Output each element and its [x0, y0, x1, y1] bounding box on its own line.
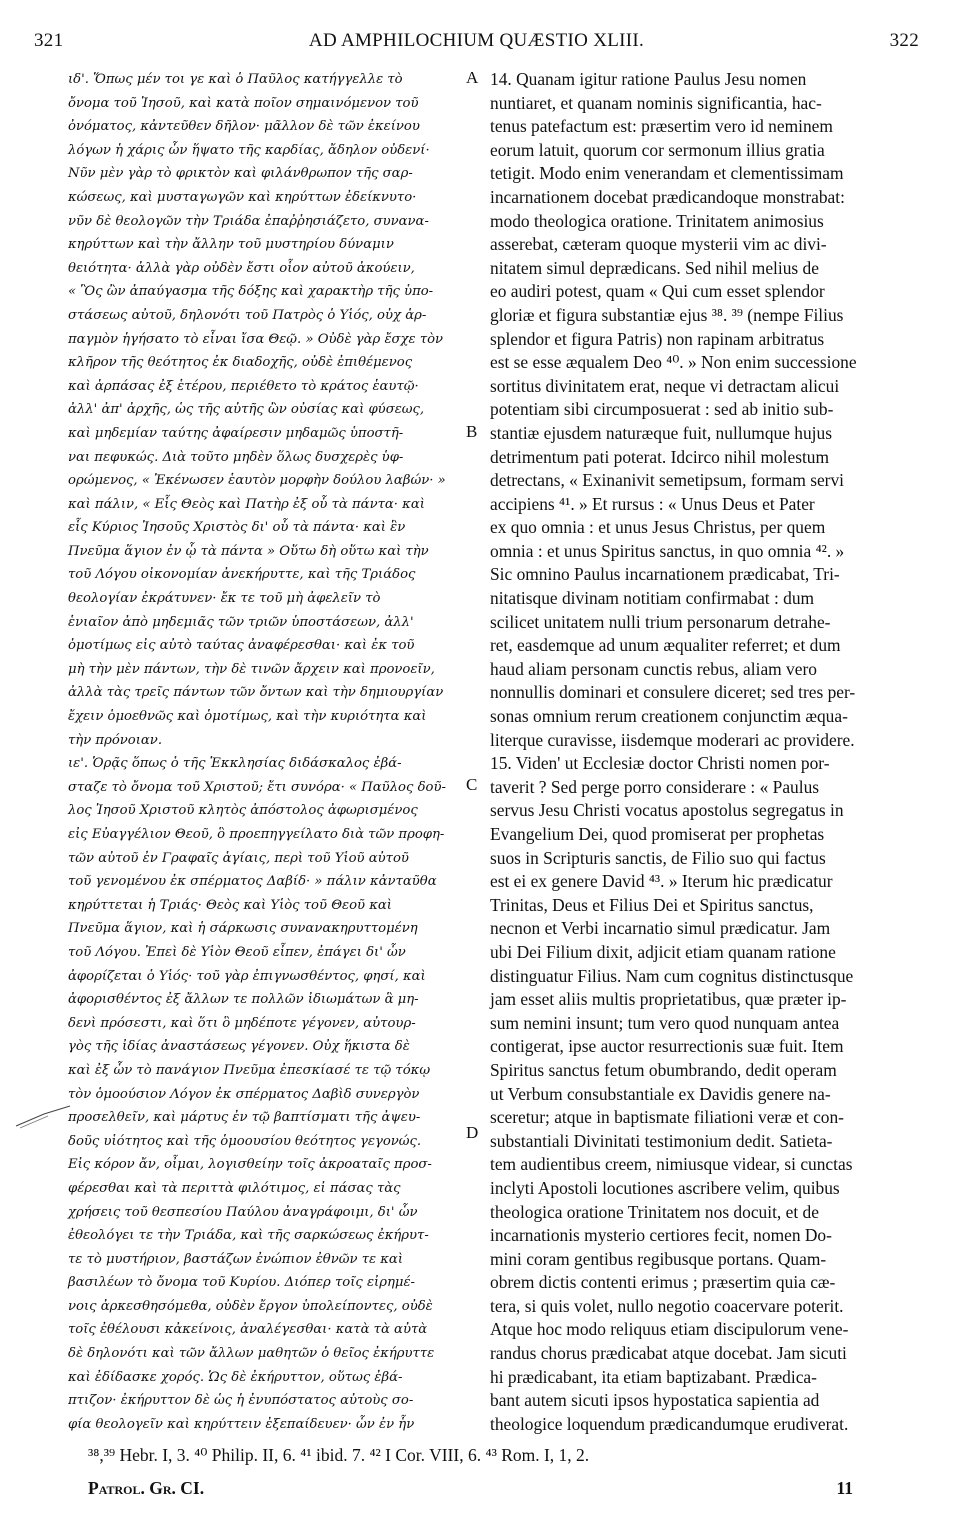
running-title: AD AMPHILOCHIUM QUÆSTIO XLIII.: [308, 30, 645, 51]
margin-marker-c: C: [466, 775, 478, 794]
greek-column: ιδ'. Ὅπως μέν τοι γε καὶ ὁ Παῦλος κατήγγελλε τὸ ὄνομα τοῦ Ἰησοῦ, καὶ κατὰ ποῖον σημαινόμενον τοῦ ὀνόματος, κἀντεῦθεν δῆλον· μᾶλλον δὲ τῶν ἐκείνου λόγων ἡ χάρις ὧν ἥψατο τῆς καρδίας, ἄδηλον οὐδενί· Νῦν μὲν γὰρ τὸ φρικτὸν καὶ φιλάνθρωπον τῆς σαρ- κώσεως, καὶ μυσταγωγῶν καὶ κηρύττων ἐδείκνυτο· νῦν δὲ θεολογῶν τὴν Τριάδα ἐπαῤῥησιάζετο, συνανα- κηρύττων καὶ τὴν ἄλλην τοῦ μυστηρίου δύναμιν θειότητα· ἀλλὰ γὰρ οὐδὲν ἔστι οἷον αὐτοῦ ἀκούειν, « Ὃς ὢν ἀπαύγασμα τῆς δόξης καὶ χαρακτὴρ τῆς ὑπο- στάσεως αὐτοῦ, δηλονότι τοῦ Πατρὸς ὁ Υἱός, οὐχ ἁρ- παγμὸν ἡγήσατο τὸ εἶναι ἴσα Θεῷ. » Οὐδὲ γὰρ ἔσχε τὸν κλῆρον τῆς θεότητος ἐκ διαδοχῆς, οὐδὲ ἐπιθέμενος καὶ ἁρπάσας ἐξ ἑτέρου, περιέθετο τὸ κράτος ἑαυτῷ· ἀλλ' ἀπ' ἀρχῆς, ὡς τῆς αὐτῆς ὢν οὐσίας καὶ φύσεως, καὶ μηδεμίαν ταύτης ἀφαίρεσιν μηδαμῶς ὑποστῆ- ναι πεφυκώς. Διὰ τοῦτο μηδὲν ὅλως δυσχερὲς ὑφ- ορώμενος, « Ἐκένωσεν ἑαυτὸν μορφὴν δούλου λαβών· » καὶ πάλιν, « Εἷς Θεὸς καὶ Πατὴρ ἐξ οὗ τὰ πάντα· καὶ εἷς Κύριος Ἰησοῦς Χριστὸς δι' οὗ τὰ πάντα· καὶ ἓν Πνεῦμα ἅγιον ἐν ᾧ τὰ πάντα » Οὕτω δὴ οὕτω καὶ τὴν τοῦ Λόγου οἰκονομίαν ἀνεκήρυττε, καὶ τῆς Τριάδος θεολογίαν ἐκράτυνεν· ἔκ τε τοῦ μὴ ἀφελεῖν τὸ ἑνιαῖον ἀπὸ μηδεμιᾶς τῶν τριῶν ὑποστάσεων, ἀλλ' ὁμοτίμως εἰς αὐτὸ ταύτας ἀναφέρεσθαι· καὶ ἐκ τοῦ μὴ τὴν μὲν πάντων, τὴν δὲ τινῶν ἄρχειν καὶ προνοεῖν, ἀλλὰ τὰς τρεῖς πάντων τῶν ὄντων καὶ τὴν δημιουργίαν ἔχειν ὁμοεθνῶς καὶ ὁμοτίμως, καὶ τὴν κυριότητα καὶ τὴν πρόνοιαν. ιε'. Ὁρᾷς ὅπως ὁ τῆς Ἐκκλησίας διδάσκαλος ἐβά- σταζε τὸ ὄνομα τοῦ Χριστοῦ; ἔτι συνόρα· « Παῦλος δοῦ- λος Ἰησοῦ Χριστοῦ κλητὸς ἀπόστολος ἀφωρισμένος εἰς Εὐαγγέλιον Θεοῦ, ὃ προεπηγγείλατο διὰ τῶν προφη- τῶν αὐτοῦ ἐν Γραφαῖς ἁγίαις, περὶ τοῦ Υἱοῦ αὐτοῦ τοῦ γενομένου ἐκ σπέρματος Δαβίδ· » πάλιν κἀνταῦθα κηρύττεται ἡ Τριάς· Θεὸς καὶ Υἱὸς τοῦ Θεοῦ καὶ Πνεῦμα ἅγιον, καὶ ἡ σάρκωσις συνανακηρυττομένη τοῦ Λόγου. Ἐπεὶ δὲ Υἱὸν Θεοῦ εἶπεν, ἐπάγει δι' ὧν ἀφορίζεται ὁ Υἱός· τοῦ γὰρ ἐπιγνωσθέντος, φησί, καὶ ἀφορισθέντος ἐξ ἄλλων τε πολλῶν ἰδιωμάτων ἃ μη- δενὶ πρόσεστι, καὶ ὅτι ὃ μηδέποτε γέγονεν, αὐτουρ- γὸς τῆς ἰδίας ἀναστάσεως γέγονεν. Οὐχ ἥκιστα δὲ καὶ ἐξ ὧν τὸ πανάγιον Πνεῦμα ἐπεσκίασέ τε τῷ τόκῳ τὸν ὁμοούσιον Λόγον ἐκ σπέρματος Δαβὶδ συνεργὸν προσελθεῖν, καὶ μάρτυς ἐν τῷ βαπτίσματι τῆς ἀψευ- δοῦς υἱότητος καὶ τῆς ὁμοουσίου θεότητος γεγονώς. Εἰς κόρον ἄν, οἶμαι, λογισθείην τοῖς ἀκροαταῖς προσ- φέρεσθαι καὶ τὰ περιττὰ φιλότιμος, εἰ πάσας τὰς χρήσεις τοῦ θεσπεσίου Παύλου ἀναγράφοιμι, δι' ὧν ἐθεολόγει τε τὴν Τριάδα, καὶ τῆς σαρκώσεως ἐκήρυτ- τε τὸ μυστήριον, βαστάζων ἐνώπιον ἐθνῶν τε καὶ βασιλέων τὸ ὄνομα τοῦ Κυρίου. Διόπερ τοῖς εἰρημέ- νοις ἀρκεσθησόμεθα, οὐδὲν ἔργον ὑπολείποντες, οὐδὲ τοῖς ἐθέλουσι κἀκείνοις, ἀναλέγεσθαι· κατὰ τὰ αὐτὰ δὲ δηλονότι καὶ τῶν ἄλλων μαθητῶν ὁ θεῖος ἐκήρυττε καὶ ἐδίδασκε χορός. Ὡς δὲ ἐκήρυττον, οὕτως ἐβά- πτιζον· ἐκήρυττον δὲ ὡς ἡ ἐνυπόστατος αὐτοὺς σο- φία θεολογεῖν καὶ κηρύττειν ἐξεπαίδευεν· ὧν ἐν ἧν: [68, 72, 446, 1432]
page-number-left: 321: [34, 30, 64, 51]
margin-marker-a: A: [466, 68, 479, 87]
footer-series: Patrol. Gr. CI.: [88, 1478, 205, 1498]
page-number-right: 322: [889, 30, 919, 51]
pen-mark-annotation: [14, 1100, 72, 1130]
margin-marker-b: B: [466, 422, 478, 441]
footer-signature: 11: [836, 1478, 853, 1498]
margin-marker-d: D: [466, 1123, 479, 1142]
page-header: [34, 30, 919, 60]
footnotes: ³⁸,³⁹ Hebr. I, 3. ⁴⁰ Philip. II, 6. ⁴¹ ibid. 7. ⁴² I Cor. VIII, 6. ⁴³ Rom. I, 1, 2.: [88, 1445, 590, 1465]
latin-column: 14. Quanam igitur ratione Paulus Jesu nomen nuntiaret, et quanam nominis significantia, hac- tenus patefactum est: præsertim vero id neminem eorum latuit, quorum cor sermonum illius gratia tetigit. Modo enim venerandam et clementissimam incarnationem docebat prædicandoque monstrabat: modo theologica oratione. Trinitatem animosius asserebat, cæteram quoque mysterii vim ac divi- nitatem simul deprædicans. Sed nihil melius de eo audiri potest, quam « Qui cum esset splendor gloriæ et figura substantiæ ejus ³⁸. ³⁹ (nempe Filius splendor et figura Patris) non rapinam arbitratus est se esse æqualem Deo ⁴⁰. » Non enim successione sortitus divinitatem erat, neque vi detractam alicui potentiam sibi circumposuerat : sed ab initio sub- stantiæ ejusdem naturæque fuit, nullumque hujus detrimentum pati poterat. Idcirco nihil molestum detrectans, « Exinanivit semetipsum, formam servi accipiens ⁴¹. » Et rursus : « Unus Deus et Pater ex quo omnia : et unus Jesus Christus, per quem omnia : et unus Spiritus sanctus, in quo omnia ⁴². » Sic omnino Paulus incarnationem prædicabat, Tri- nitatisque divinam notitiam confirmabat : dum scilicet unitatem nulli trium personarum detrahe- ret, easdemque ad unum æqualiter referret; et dum haud aliam personam cunctis rebus, aliam vero nonnullis dominari et consulere diceret; sed tres per- sonas omnium rerum creationem conjunctim æqua- literque curavisse, iisdemque moderari ac providere. 15. Viden' ut Ecclesiæ doctor Christi nomen por- taverit ? Sed perge porro considerare : « Paulus servus Jesu Christi vocatus apostolus segregatus in Evangelium Dei, quod promiserat per prophetas suos in Scripturis sanctis, de Filio suo qui factus est ei ex genere David ⁴³. » Iterum hic prædicatur Trinitas, Deus et Filius Dei et Spiritus sanctus, necnon et Verbi incarnatio simul prædicatur. Jam ubi Dei Filium dixit, adjicit etiam quanam ratione distinguatur Filius. Nam cum cognitus distinctusque jam esset aliis multis proprietatibus, quæ præter ip- sum nemini insunt; tum vero quod nunquam antea contigerat, ipse auctor resurrectionis suæ fuit. Item Spiritus sanctus fetum obumbrando, dedit operam ut Verbum consubstantiale ex Davidis genere na- sceretur; atque in baptismate filiationi veræ et con- substantiali Divinitati testimonium dedit. Satieta- tem audientibus creem, nimiusque videar, si cunctas inclyti Apostoli locutiones ascribere velim, quibus theologica oratione Trinitatem nos docuit, et de incarnationis mysterio certiores fecit, nomen Do- mini coram gentibus regibusque portans. Quam- obrem dictis contenti erimus ; præsertim quia cæ- tera, si quis volet, nullo negotio coacervare poterit. Atque hoc modo reliquus etiam discipulorum vene- randus chorus prædicabat atque docebat. Jam sicuti hi prædicabant, ita etiam baptizabant. Prædica- bant autem sicuti ipsos hypostatica sapientia ad theologice loquendum prædicandumque erudiverat.: [490, 69, 857, 1434]
